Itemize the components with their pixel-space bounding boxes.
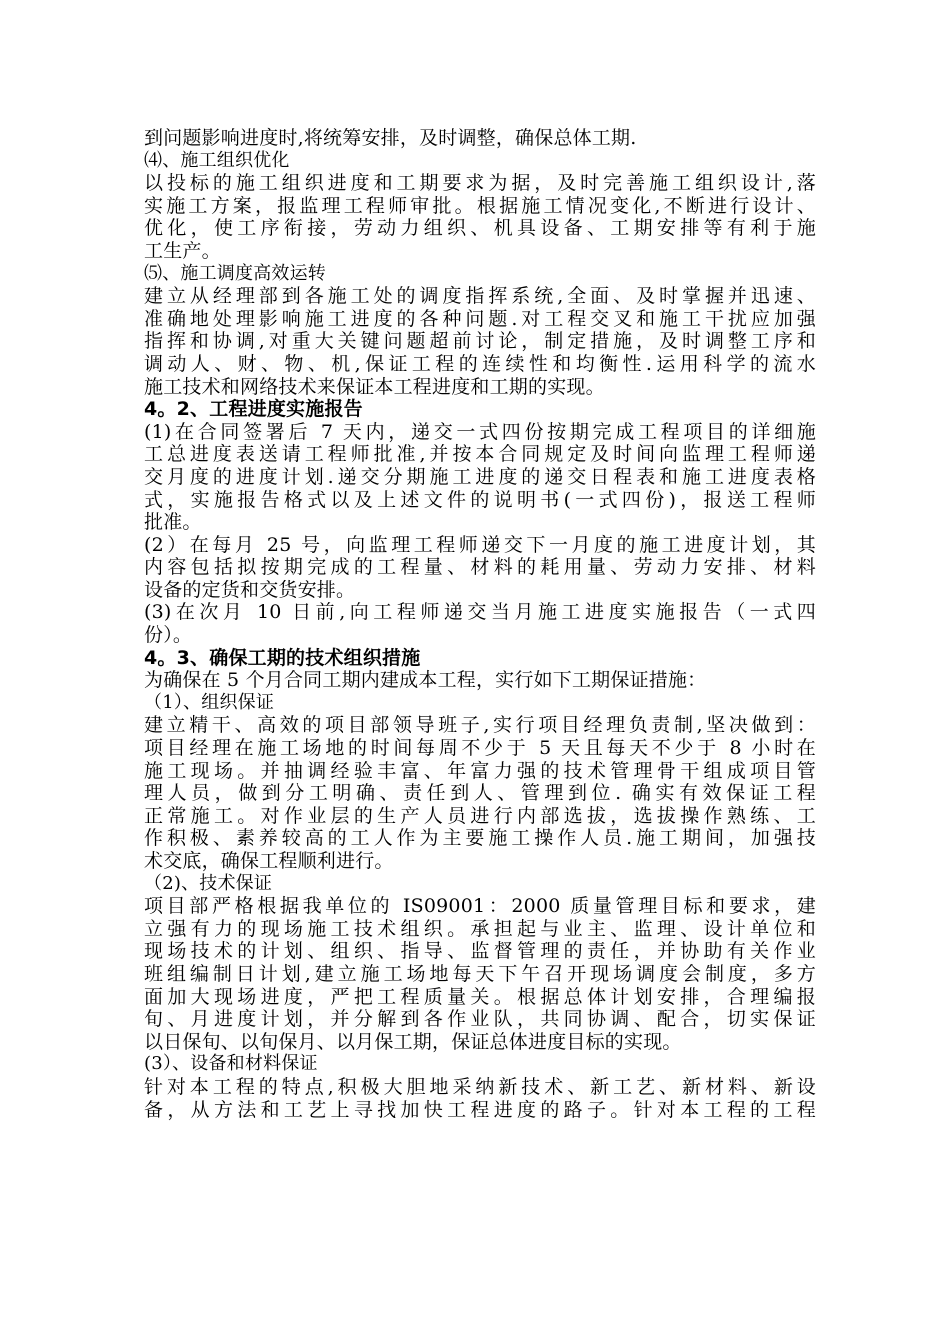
text-line: 以投标的施工组织进度和工期要求为据，及时完善施工组织设计,落 — [144, 172, 816, 195]
text-line: 调动人、财、物、机,保证工程的连续性和均衡性.运用科学的流水 — [144, 352, 816, 375]
text-line: 工总进度表送请工程师批准,并按本合同规定及时间向监理工程师递 — [144, 443, 816, 466]
text-line: 旬、月进度计划，并分解到各作业队，共同协调、配合，切实保证 — [144, 1008, 816, 1031]
text-line: 份）。 — [144, 624, 193, 647]
text-line: 班组编制日计划,建立施工场地每天下午召开现场调度会制度，多方 — [144, 962, 816, 985]
text-line: 术交底，确保工程顺利进行。 — [144, 850, 394, 872]
subsection-title: ⑷、施工组织优化 — [144, 149, 290, 171]
text-line: 到问题影响进度时,将统筹安排，及时调整，确保总体工期. — [144, 127, 637, 149]
text-line: 工生产。 — [144, 239, 221, 262]
text-line: 实施工方案，报监理工程师审批。根据施工情况变化,不断进行设计、 — [144, 194, 816, 217]
text-line: 项目部严格根据我单位的 IS09001：2000 质量管理目标和要求，建 — [144, 895, 816, 918]
subsection-title: (3）、设备和材料保证 — [144, 1053, 318, 1075]
text-line: 正常施工。对作业层的生产人员进行内部选拔，选拔操作熟练、工 — [144, 804, 816, 827]
text-line: 理人员，做到分工明确、责任到人、管理到位. 确实有效保证工程 — [144, 782, 816, 805]
text-line: (2）在每月 25 号，向监理工程师递交下一月度的施工进度计划，其 — [144, 533, 816, 556]
text-line: (3)在次月 10 日前,向工程师递交当月施工进度实施报告（一式四 — [144, 601, 816, 624]
text-line: 指挥和协调,对重大关键问题超前讨论，制定措施，及时调整工序和 — [144, 330, 816, 353]
text-line: (1)在合同签署后 7 天内，递交一式四份按期完成工程项目的详细施 — [144, 420, 816, 443]
text-line: 面加大现场进度，严把工程质量关。根据总体计划安排，合理编报 — [144, 985, 816, 1008]
text-line: 施工现场。并抽调经验丰富、年富力强的技术管理骨干组成项目管 — [144, 759, 816, 782]
subsection-title: ⑸、施工调度高效运转 — [144, 262, 326, 284]
text-line: 交月度的进度计划.递交分期施工进度的递交日程表和施工进度表格 — [144, 465, 816, 488]
text-line: 为确保在 5 个月合同工期内建成本工程，实行如下工期保证措施： — [144, 669, 707, 692]
text-line: 项目经理在施工场地的时间每周不少于 5 天且每天不少于 8 小时在 — [144, 737, 816, 760]
section-heading: 4。2、工程进度实施报告 — [144, 398, 363, 421]
text-line: 立强有力的现场施工技术组织。承担起与业主、监理、设计单位和 — [144, 917, 816, 940]
text-line: 建立从经理部到各施工处的调度指挥系统,全面、及时掌握并迅速、 — [144, 285, 816, 308]
document-page — [144, 127, 816, 1121]
text-line: 建立精干、高效的项目部领导班子,实行项目经理负责制,坚决做到： — [144, 714, 816, 737]
text-line: 作积极、素养较高的工人作为主要施工操作人员.施工期间，加强技 — [144, 827, 816, 850]
subsection-title: （2)、技术保证 — [144, 872, 273, 894]
text-line: 以日保旬、以旬保月、以月保工期，保证总体进度目标的实现。 — [144, 1030, 682, 1053]
text-line: 式，实施报告格式以及上述文件的说明书(一式四份)，报送工程师 — [144, 488, 816, 511]
text-line: 准确地处理影响施工进度的各种问题.对工程交叉和施工干扰应加强 — [144, 307, 816, 330]
text-line: 现场技术的计划、组织、指导、监督管理的责任，并协助有关作业 — [144, 940, 816, 963]
text-line: 设备的定货和交货安排。 — [144, 578, 356, 601]
text-line: 备，从方法和工艺上寻找加快工程进度的路子。针对本工程的工程 — [144, 1098, 816, 1121]
text-line: 针对本工程的特点,积极大胆地采纳新技术、新工艺、新材料、新设 — [144, 1075, 816, 1098]
subsection-title: （1）、组织保证 — [144, 691, 275, 713]
text-line: 优化，使工序衔接，劳动力组织、机具设备、工期安排等有利于施 — [144, 217, 816, 240]
text-line: 施工技术和网络技术来保证本工程进度和工期的实现。 — [144, 375, 605, 398]
text-line: 批准。 — [144, 511, 202, 534]
text-line: 内容包括拟按期完成的工程量、材料的耗用量、劳动力安排、材料 — [144, 556, 816, 579]
section-heading: 4。3、确保工期的技术组织措施 — [144, 646, 421, 669]
